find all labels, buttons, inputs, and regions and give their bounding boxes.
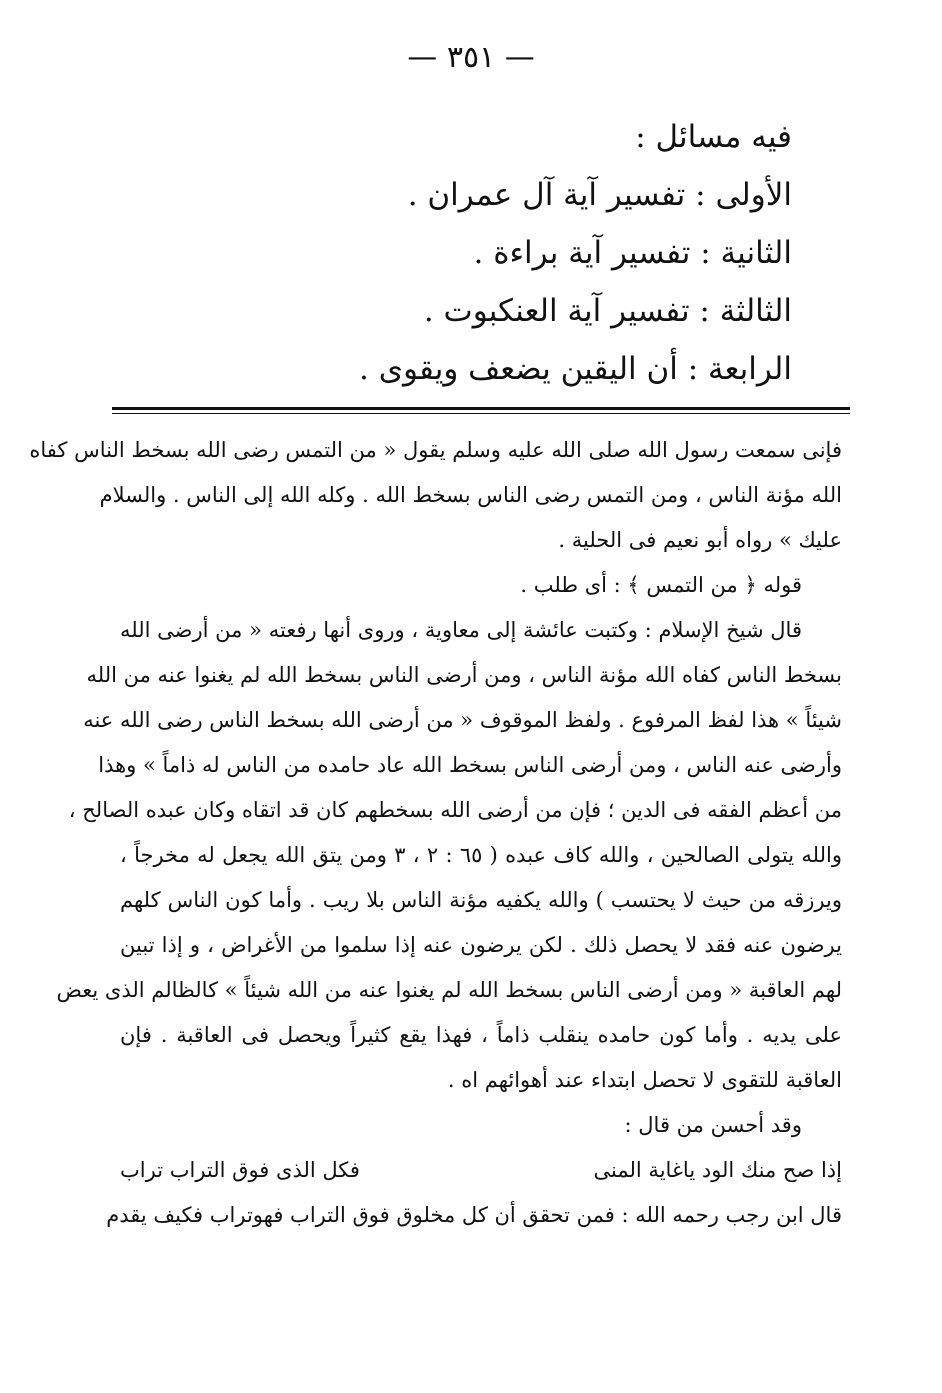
footnote-section xyxy=(29,428,842,1238)
footnote-line: وأرضى عنه الناس ، ومن أرضى الناس بسخط الله عاد حامده من الناس له ذاماً » وهذا xyxy=(98,753,842,777)
footnote-line: فإنى سمعت رسول الله صلى الله عليه وسلم يقول « من التمس رضى الله بسخط الناس كفاه xyxy=(29,438,842,462)
footnote-line: شيئاً » هذا لفظ المرفوع . ولفظ الموقوف « من أرضى الله بسخط الناس رضى الله عنه xyxy=(83,708,842,732)
footnote-line: قال شيخ الإسلام : وكتبت عائشة إلى معاوية ، وروى أنها رفعته « من أرضى الله xyxy=(120,618,802,642)
footnote-line: من أعظم الفقه فى الدين ؛ فإن من أرضى الله بسخطهم كان قد اتقاه وكان عبده الصالح ، xyxy=(68,798,842,822)
footnote-line: بسخط الناس كفاه الله مؤنة الناس ، ومن أرضى الناس بسخط الله لم يغنوا عنه من الله xyxy=(86,663,842,687)
verse-second-half: فكل الذى فوق التراب تراب xyxy=(120,1158,360,1182)
issues-list xyxy=(272,108,792,398)
footnote-line: لهم العاقبة « ومن أرضى الناس بسخط الله لم يغنوا عنه من الله شيئاً » كالظالم الذى يعض xyxy=(56,978,842,1002)
footnote-line: قال ابن رجب رحمه الله : فمن تحقق أن كل مخلوق فوق التراب فهوتراب فكيف يقدم xyxy=(106,1203,842,1227)
footnote-line: وقد أحسن من قال : xyxy=(624,1113,802,1137)
footnote-line: قوله ﴿ من التمس ﴾ : أى طلب . xyxy=(520,573,802,597)
issues-heading: فيه مسائل : xyxy=(635,119,792,155)
footnote-line: ويرزقه من حيث لا يحتسب ) والله يكفيه مؤنة الناس بلا ريب . وأما كون الناس كلهم xyxy=(120,888,842,912)
footnote-line: على يديه . وأما كون حامده ينقلب ذاماً ، فهذا يقع كثيراً ويحصل فى العاقبة . فإن xyxy=(120,1023,842,1047)
footnote-line: الله مؤنة الناس ، ومن التمس رضى الناس بسخط الله . وكله الله إلى الناس . والسلام xyxy=(99,483,842,507)
issue-item: الثالثة : تفسير آية العنكبوت . xyxy=(423,293,792,329)
footnote-line: والله يتولى الصالحين ، والله كاف عبده ( ٦٥ : ٢ ، ٣ ومن يتق الله يجعل له مخرجاً ، xyxy=(120,843,842,867)
footnote-line: العاقبة للتقوى لا تحصل ابتداء عند أهوائهم اه . xyxy=(447,1068,842,1092)
poetry-verse xyxy=(120,1148,842,1193)
footnote-line: يرضون عنه فقد لا يحصل ذلك . لكن يرضون عنه إذا سلموا من الأغراض ، و إذا تبين xyxy=(120,933,842,957)
footnote-divider xyxy=(112,407,850,414)
issue-item: الثانية : تفسير آية براءة . xyxy=(473,235,792,271)
footnote-line: عليك » رواه أبو نعيم فى الحلية . xyxy=(558,528,842,552)
verse-first-half: إذا صح منك الود ياغاية المنى xyxy=(593,1158,842,1182)
issue-item: الأولى : تفسير آية آل عمران . xyxy=(407,177,792,213)
issue-item: الرابعة : أن اليقين يضعف ويقوى . xyxy=(359,351,792,387)
page-number: — ٣٥١ — xyxy=(407,40,535,75)
